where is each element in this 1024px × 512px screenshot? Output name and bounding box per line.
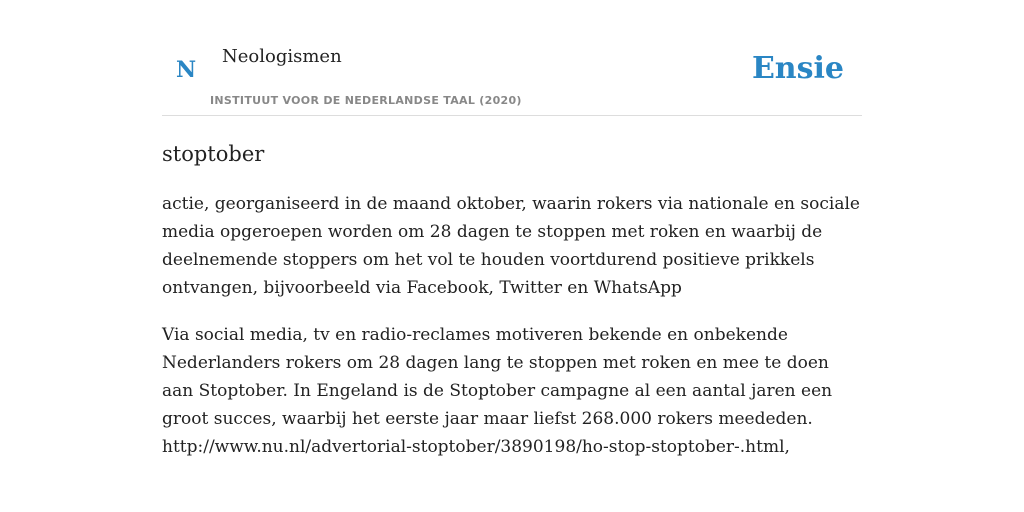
source-title[interactable]: Neologismen xyxy=(222,46,342,67)
ensie-logo[interactable]: Ensie xyxy=(751,51,844,86)
source-letter-badge: N xyxy=(176,57,197,83)
entry-header xyxy=(162,0,862,116)
source-organization: INSTITUUT VOOR DE NEDERLANDSE TAAL (2020) xyxy=(210,94,522,107)
entry-card xyxy=(162,0,862,461)
entry-term: stoptober xyxy=(162,142,265,166)
entry-example: Via social media, tv en radio-reclames motiveren bekende en onbekende Nederlanders rokers om 28 dagen lang te stoppen met roken en mee te doen aan Stoptober. In Engeland is de Stoptober campagne al een aantal jaren een groot succes, waarbij het eerste jaar maar liefst 268.000 rokers meededen. http://www.nu.nl/advertorial-stoptober/3890198/ho-stop-stoptober-.html, xyxy=(162,325,833,457)
entry-definition: actie, georganiseerd in de maand oktober, waarin rokers via nationale en sociale media opgeroepen worden om 28 dagen te stoppen met roken en waarbij de deelnemende stoppers om het vol te houden voortdurend positieve prikkels ontvangen, bijvoorbeeld via Facebook, Twitter en WhatsApp xyxy=(162,194,860,298)
